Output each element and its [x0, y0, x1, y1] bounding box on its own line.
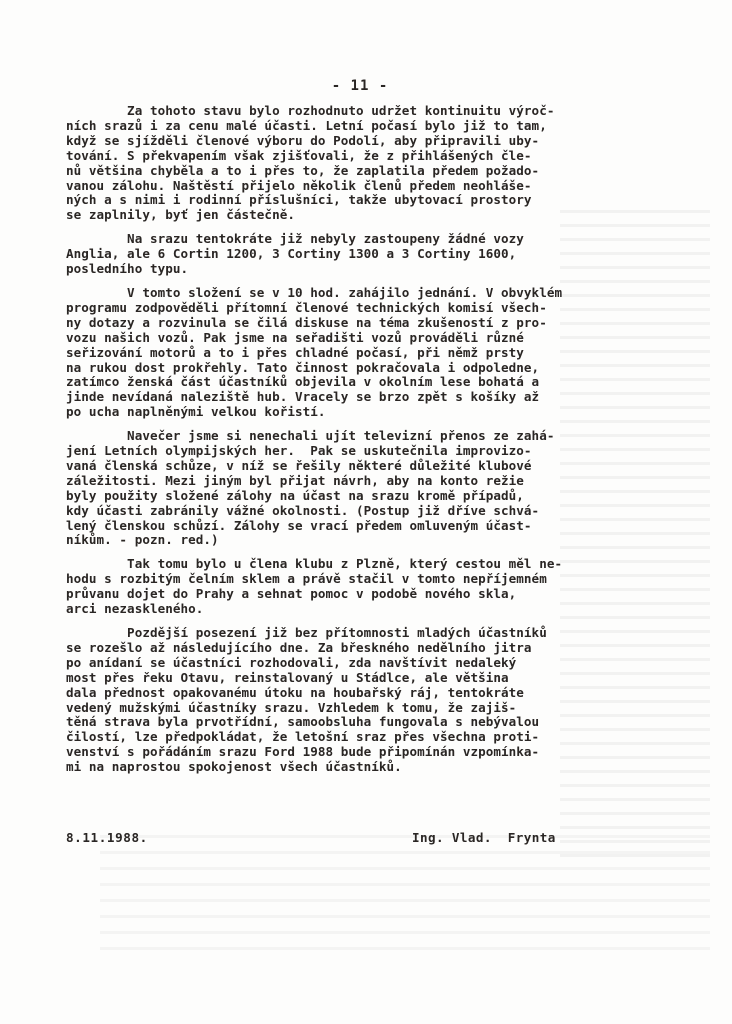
- text-line: lený členskou schůzí. Zálohy se vrací předem omluveným účast-: [66, 517, 532, 533]
- text-line: záležitosti. Mezi jiným byl přijat návrh, aby na konto režie: [66, 472, 524, 488]
- text-line: tování. S překvapením však zjišťovali, že z přihlášených čle-: [66, 147, 532, 163]
- text-line: vaná členská schůze, v níž se řešily některé důležité klubové: [66, 457, 532, 473]
- text-line: jinde nevídaná naleziště hub. Vracely se brzo zpět s košíky až: [66, 389, 540, 405]
- text-line: vedený mužskými účastníky srazu. Vzhledem k tomu, že zajiš-: [66, 699, 517, 715]
- document-date: 8.11.1988.: [66, 830, 148, 845]
- text-line: hodu s rozbitým čelním sklem a právě stačil v tomto nepříjemném: [66, 571, 547, 587]
- article-body: [66, 104, 714, 784]
- text-line: seřizování motorů a to i přes chladné počasí, při němž prsty: [66, 344, 524, 360]
- text-line: po ucha naplněnými velkou kořistí.: [66, 404, 326, 420]
- text-line: když se sjížděli členové výboru do Podolí, aby připravili uby-: [66, 132, 540, 148]
- text-line: byly použity složené zálohy na účast na srazu kromě případů,: [66, 487, 524, 503]
- text-line: těná strava byla prvotřídní, samoobsluha fungovala s nebývalou: [66, 714, 540, 730]
- text-line: kdy účasti zabránily vážné okolnosti. (Postup již dříve schvá-: [66, 502, 540, 518]
- text-line: na rukou dost prokřehly. Tato činnost pokračovala i odpoledne,: [66, 359, 540, 375]
- text-line: se zaplnily, byť jen částečně.: [66, 207, 295, 223]
- text-line: posledního typu.: [66, 261, 189, 277]
- text-line: ných a s nimi i rodinní příslušníci, takže ubytovací prostory: [66, 192, 532, 208]
- paragraph: [66, 232, 714, 277]
- paragraph: [66, 429, 714, 548]
- signature-row: [66, 830, 706, 848]
- text-line: jení Letních olympijských her. Pak se uskutečnila improvizo-: [66, 443, 532, 459]
- text-line: ních srazů i za cenu malé účasti. Letní počasí bylo již to tam,: [66, 117, 547, 133]
- text-line: programu zodpověděli přítomní členové technických komisí všech-: [66, 299, 547, 315]
- text-line: vanou zálohu. Naštěstí přijelo několik členů předem neohláše-: [66, 177, 532, 193]
- paragraph: [66, 626, 714, 775]
- text-line: Anglia, ale 6 Cortin 1200, 3 Cortiny 1300 a 3 Cortiny 1600,: [66, 246, 517, 262]
- paragraph: [66, 286, 714, 420]
- bleed-through-shadow-bottom: [100, 835, 710, 955]
- text-line: most přes řeku Otavu, reinstalovaný u Stádlce, ale většina: [66, 669, 509, 685]
- text-line: Za tohoto stavu bylo rozhodnuto udržet kontinuitu výroč-: [66, 103, 555, 118]
- text-line: Pozdější posezení již bez přítomnosti mladých účastníků: [66, 625, 547, 640]
- text-line: nů většina chyběla a to i přes to, že zaplatila předem požado-: [66, 162, 540, 178]
- text-line: vozu našich vozů. Pak jsme na seřadišti vozů prováděli různé: [66, 329, 524, 345]
- text-line: dala přednost opakovanému útoku na houbařský ráj, tentokráte: [66, 684, 524, 700]
- text-line: průvanu dojet do Prahy a sehnat pomoc v podobě nového skla,: [66, 586, 517, 602]
- text-line: venství s pořádáním srazu Ford 1988 bude připomínán vzpomínka-: [66, 744, 540, 760]
- text-line: se rozešlo až následujícího dne. Za břeskného nedělního jitra: [66, 639, 532, 655]
- text-line: arci nezaskleného.: [66, 601, 204, 617]
- text-line: Navečer jsme si nenechali ujít televizní přenos ze zahá-: [66, 428, 555, 444]
- page-number: - 11 -: [331, 78, 389, 94]
- text-line: níkům. - pozn. red.): [66, 532, 219, 548]
- paragraph: [66, 557, 714, 617]
- text-line: Na srazu tentokráte již nebyly zastoupeny žádné vozy: [66, 231, 524, 247]
- paragraph: [66, 104, 714, 223]
- text-line: čilostí, lze předpokládat, že letošní sraz přes všechna proti-: [66, 729, 540, 745]
- text-line: po anídaní se účastníci rozhodovali, zda navštívit nedaleký: [66, 654, 517, 670]
- text-line: mi na naprostou spokojenost všech účastníků.: [66, 759, 402, 775]
- text-line: ny dotazy a rozvinula se čilá diskuse na téma zkušeností z pro-: [66, 314, 547, 330]
- text-line: Tak tomu bylo u člena klubu z Plzně, který cestou měl ne-: [66, 556, 563, 572]
- text-line: zatímco ženská část účastníků objevila v okolním lese bohatá a: [66, 374, 540, 390]
- text-line: V tomto složení se v 10 hod. zahájilo jednání. V obvyklém: [66, 284, 563, 300]
- author-signature: Ing. Vlad. Frynta: [412, 830, 556, 845]
